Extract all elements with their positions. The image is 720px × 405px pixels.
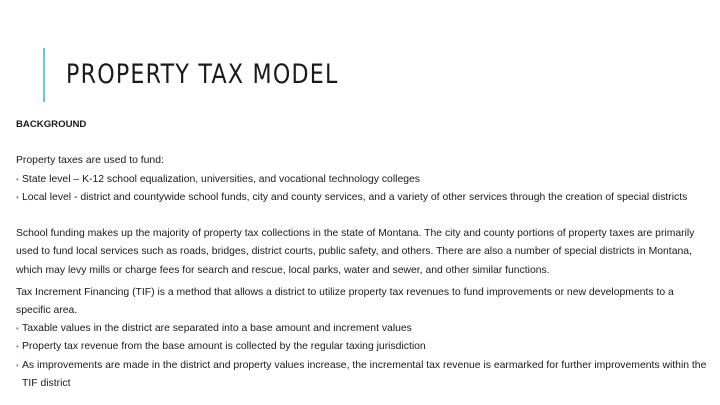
spacer xyxy=(16,207,710,225)
funding-paragraph: School funding makes up the majority of property tax collections in the state of Montana. The city and county portions of property taxes are primarily used to fund local services such as roads, bridges, district courts, public safety, and others. There are also a number of special districts in Montana, which may levy mills or charge fees for search and rescue, local parks, water and sewer, and other similar functions. xyxy=(16,228,695,276)
bullet-text: As improvements are made in the district and property values increase, the incremental tax revenue is earmarked for further improvements within the TIF district xyxy=(22,359,707,389)
fund-bullet-local xyxy=(16,189,710,207)
tif-bullet-improvements xyxy=(16,357,710,393)
bullet-text: Taxable values in the district are separated into a base amount and increment values xyxy=(22,323,412,335)
bullet-dot-icon: • xyxy=(16,192,19,202)
intro-text: Property taxes are used to fund: xyxy=(16,155,164,167)
bullet-dot-icon: • xyxy=(16,324,19,334)
tif-bullet-revenue xyxy=(16,338,710,356)
fund-bullet-state xyxy=(16,171,710,189)
slide-body xyxy=(16,116,710,393)
bullet-dot-icon: • xyxy=(16,174,19,184)
bullet-dot-icon: • xyxy=(16,342,19,352)
bullet-text: Local level - district and countywide school funds, city and county services, and a variety of other services through the creation of special districts xyxy=(22,191,688,203)
spacer xyxy=(16,134,710,152)
tif-paragraph: Tax Increment Financing (TIF) is a method that allows a district to utilize property tax revenues to fund improvements or new developments to a specific area. xyxy=(16,286,674,316)
slide-title: PROPERTY TAX MODEL xyxy=(66,59,339,90)
section-heading: BACKGROUND xyxy=(16,119,87,130)
title-accent-bar xyxy=(43,48,45,102)
bullet-text: Property tax revenue from the base amount is collected by the regular taxing jurisdiction xyxy=(22,341,426,353)
tif-bullet-values xyxy=(16,320,710,338)
bullet-dot-icon: • xyxy=(16,360,19,370)
bullet-text: State level – K-12 school equalization, universities, and vocational technology colleges xyxy=(22,173,420,185)
